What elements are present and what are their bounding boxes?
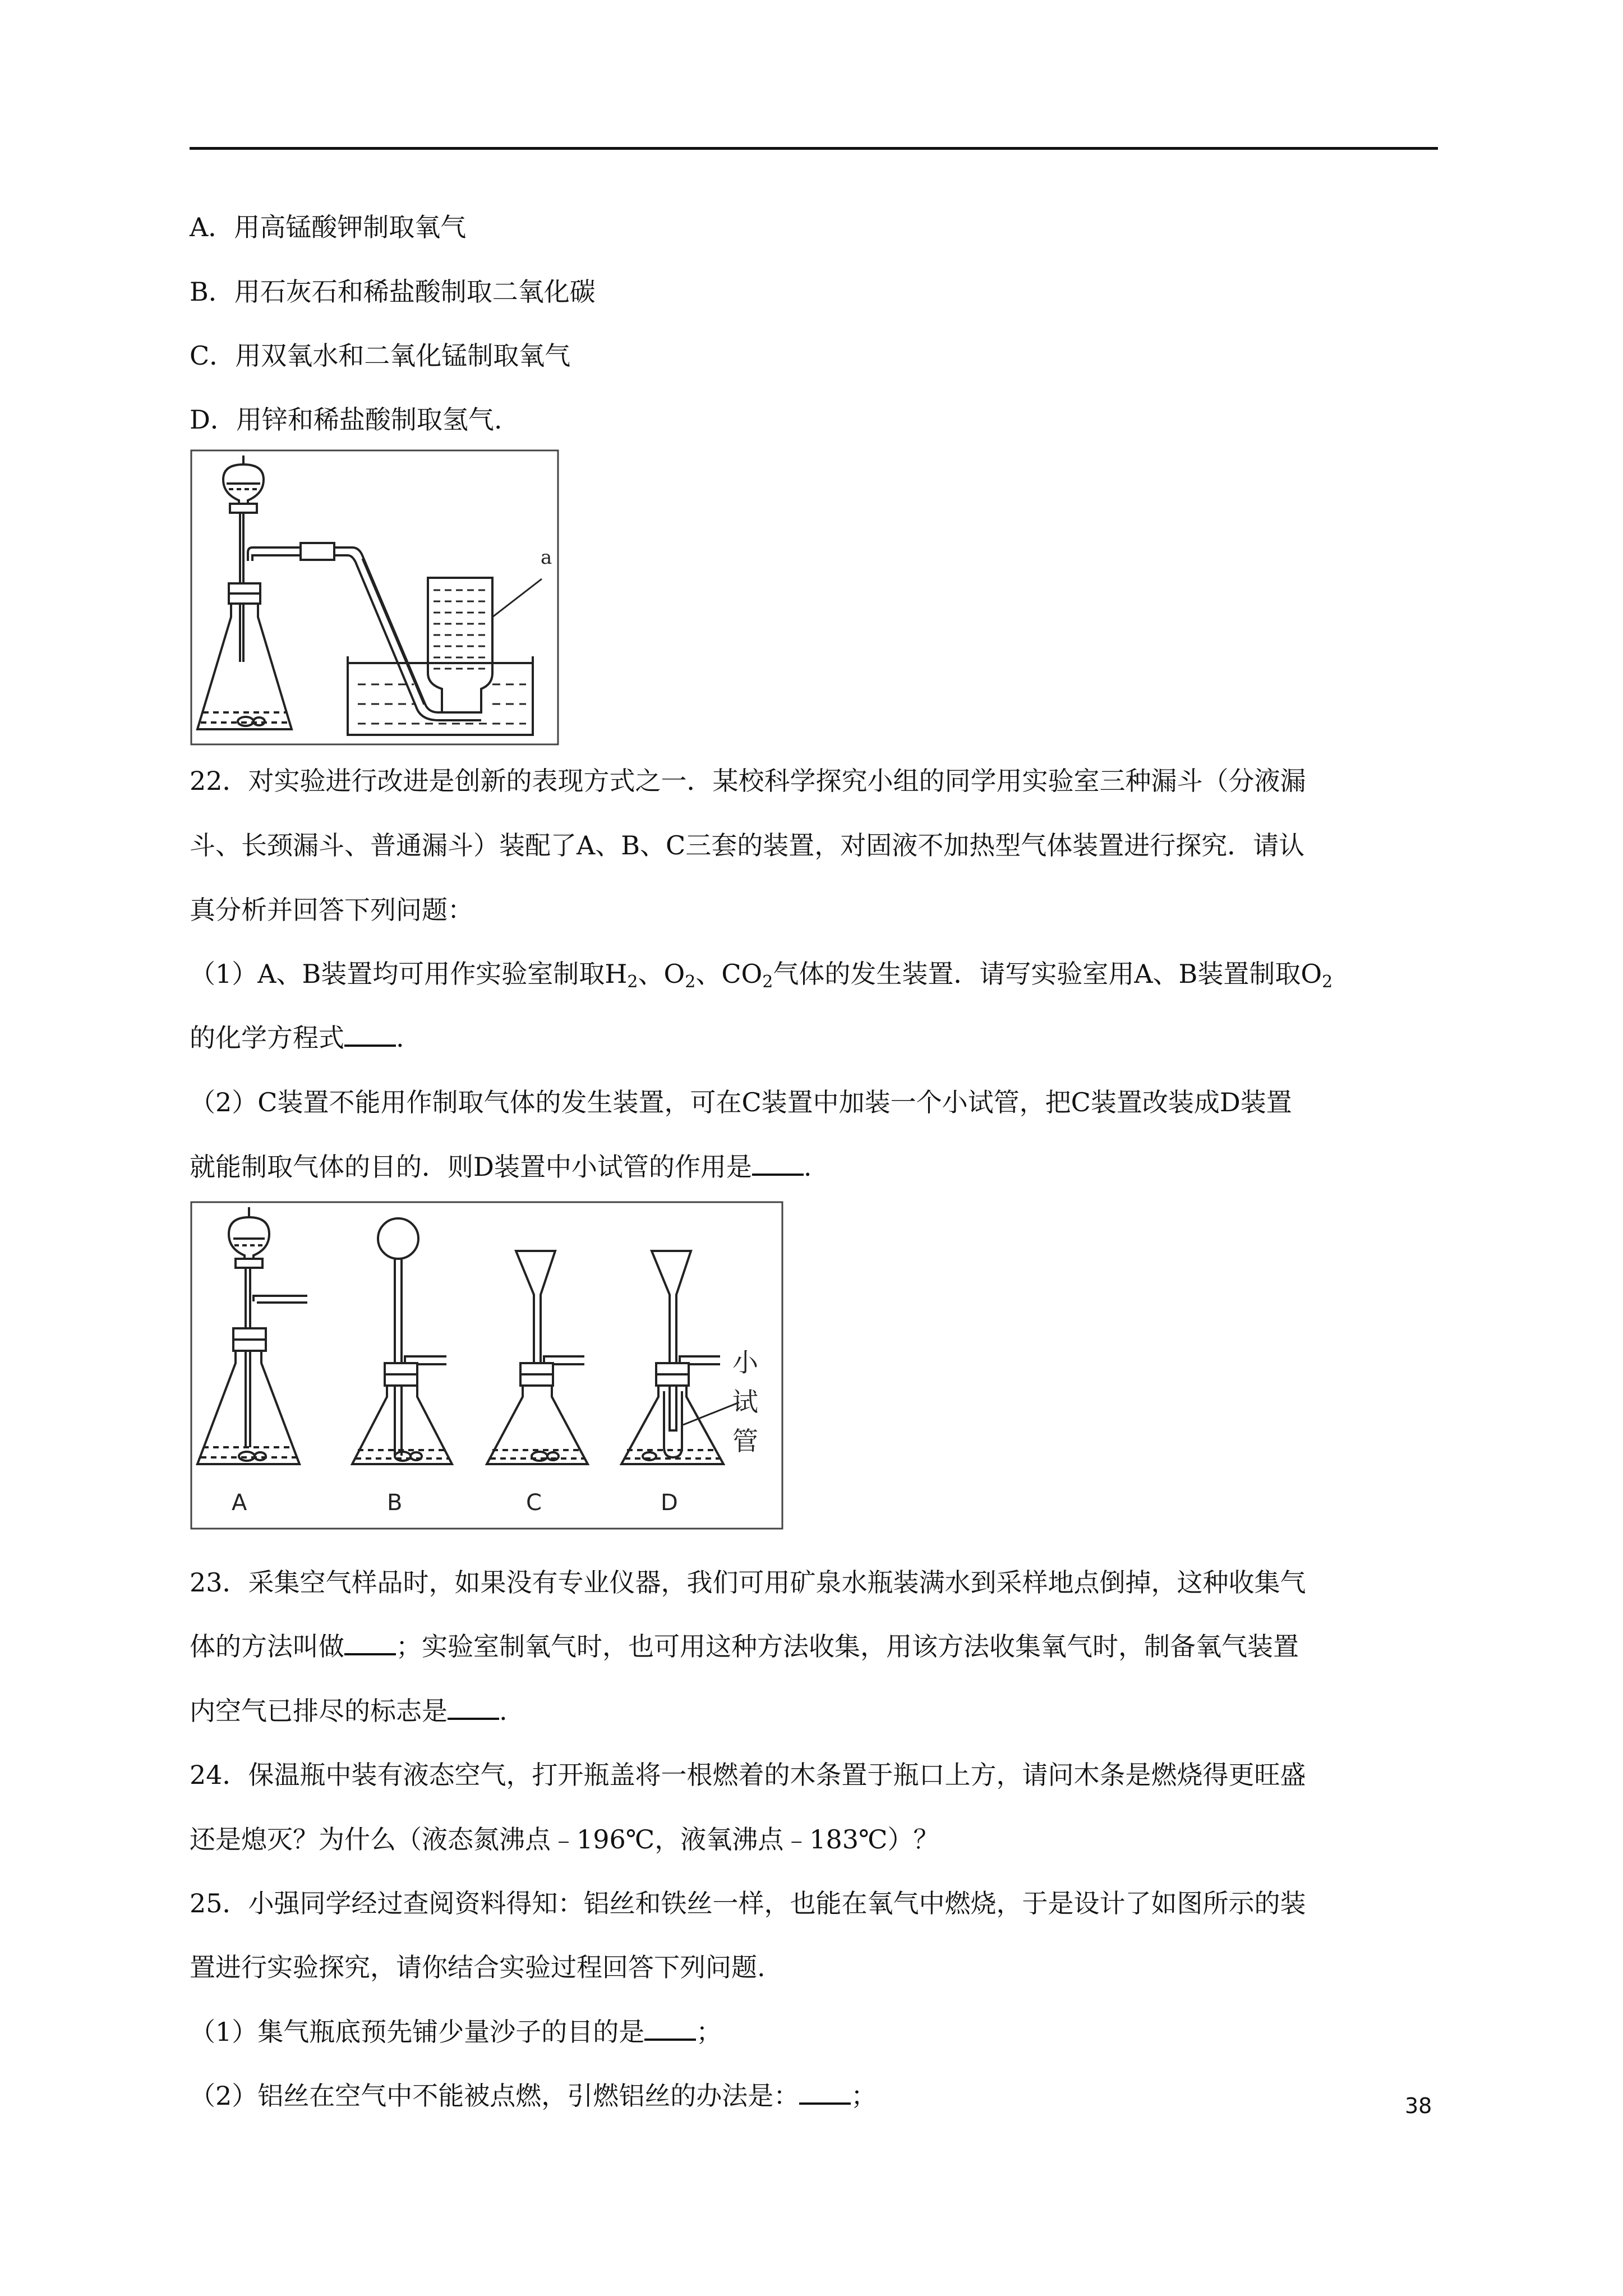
q22-p2-end: . — [803, 1152, 812, 1182]
q23-line3-b: . — [499, 1696, 508, 1726]
q22-line3: 真分析并回答下列问题： — [190, 895, 473, 925]
tube-label-char-2: 试 — [732, 1387, 758, 1417]
answer-blank[interactable] — [644, 2016, 696, 2041]
q23-line2-b: ；实验室制氧气时，也可用这种方法收集，用该方法收集氧气时，制备氧气装置 — [396, 1631, 1299, 1662]
page-number: 38 — [1405, 2093, 1432, 2118]
answer-blank[interactable] — [344, 1022, 396, 1047]
q22-p1-o2-sub: 2 — [1322, 972, 1333, 992]
q23-line3 — [190, 1694, 508, 1728]
answer-blank[interactable] — [448, 1695, 499, 1720]
apparatus-label-d: D — [661, 1490, 678, 1516]
q25-p2-b: ； — [851, 2081, 877, 2111]
answer-blank[interactable] — [344, 1631, 396, 1655]
q23-line1: 23．采集空气样品时，如果没有专业仪器，我们可用矿泉水瓶装满水到采样地点倒掉，这种收集气 — [190, 1567, 1306, 1598]
q22-p1-d: 气体的发生装置．请写实验室用A、B装置制取O — [773, 959, 1322, 989]
q24-line2: 还是熄灭？为什么（液态氮沸点﹣196℃，液氧沸点﹣183℃）？ — [190, 1824, 939, 1855]
q22-part2-line1: （2）C装置不能用作制取气体的发生装置，可在C装置中加装一个小试管，把C装置改装成D装置 — [190, 1087, 1292, 1117]
q25-part2 — [190, 2079, 877, 2113]
q22-p1-c: 、CO — [695, 959, 763, 989]
tube-label-char-1: 小 — [732, 1347, 758, 1378]
q22-part1-line1 — [190, 957, 1332, 999]
header-rule — [190, 147, 1438, 150]
q22-p1-line2-text: 的化学方程式 — [190, 1023, 344, 1053]
q22-p2-line2-text: 就能制取气体的目的．则D装置中小试管的作用是 — [190, 1152, 752, 1182]
q25-p2-a: （2）铝丝在空气中不能被点燃，引燃铝丝的办法是： — [190, 2081, 800, 2111]
option-b: B．用石灰石和稀盐酸制取二氧化碳 — [190, 277, 596, 307]
figure-gas-collection-apparatus — [190, 449, 560, 746]
q22-part2-line2 — [190, 1150, 812, 1184]
q25-p1-a: （1）集气瓶底预先铺少量沙子的目的是 — [190, 2017, 645, 2047]
q24-line1: 24．保温瓶中装有液态空气，打开瓶盖将一根燃着的木条置于瓶口上方，请问木条是燃烧得更旺盛 — [190, 1760, 1306, 1790]
q25-p1-b: ； — [696, 2017, 722, 2047]
tube-label-char-3: 管 — [732, 1426, 758, 1456]
apparatus-label-b: B — [387, 1490, 403, 1516]
apparatus-label-c: C — [526, 1490, 542, 1516]
option-d: D．用锌和稀盐酸制取氢气. — [190, 404, 502, 435]
option-c: C．用双氧水和二氧化锰制取氧气 — [190, 341, 571, 371]
answer-blank[interactable] — [752, 1151, 804, 1176]
q23-line2-a: 体的方法叫做 — [190, 1631, 344, 1662]
q25-line2: 置进行实验探究，请你结合实验过程回答下列问题. — [190, 1952, 766, 1982]
figure-four-apparatus — [190, 1200, 784, 1530]
answer-blank[interactable] — [799, 2080, 851, 2105]
q25-line1: 25．小强同学经过查阅资料得知：铝丝和铁丝一样，也能在氧气中燃烧，于是设计了如图所示的装 — [190, 1888, 1306, 1918]
q22-p1-b: 、O — [638, 959, 685, 989]
q25-part1 — [190, 2015, 722, 2049]
q22-p1-h-sub: 2 — [627, 972, 638, 992]
q22-p1-o-sub: 2 — [685, 972, 696, 992]
q22-line2: 斗、长颈漏斗、普通漏斗）装配了A、B、C三套的装置，对固液不加热型气体装置进行探究．请认 — [190, 830, 1305, 861]
q22-part1-line2 — [190, 1021, 404, 1055]
q23-line2 — [190, 1630, 1299, 1663]
figure1-label-a: a — [541, 546, 552, 569]
q22-p1-co-sub: 2 — [762, 972, 773, 992]
q22-p1-a: （1）A、B装置均可用作实验室制取H — [190, 959, 628, 989]
q22-line1: 22．对实验进行改进是创新的表现方式之一．某校科学探究小组的同学用实验室三种漏斗（分液漏 — [190, 766, 1306, 796]
q23-line3-a: 内空气已排尽的标志是 — [190, 1696, 448, 1726]
option-a: A．用高锰酸钾制取氧气 — [190, 212, 467, 242]
apparatus-label-a: A — [232, 1490, 247, 1516]
q22-p1-end: . — [396, 1023, 404, 1053]
